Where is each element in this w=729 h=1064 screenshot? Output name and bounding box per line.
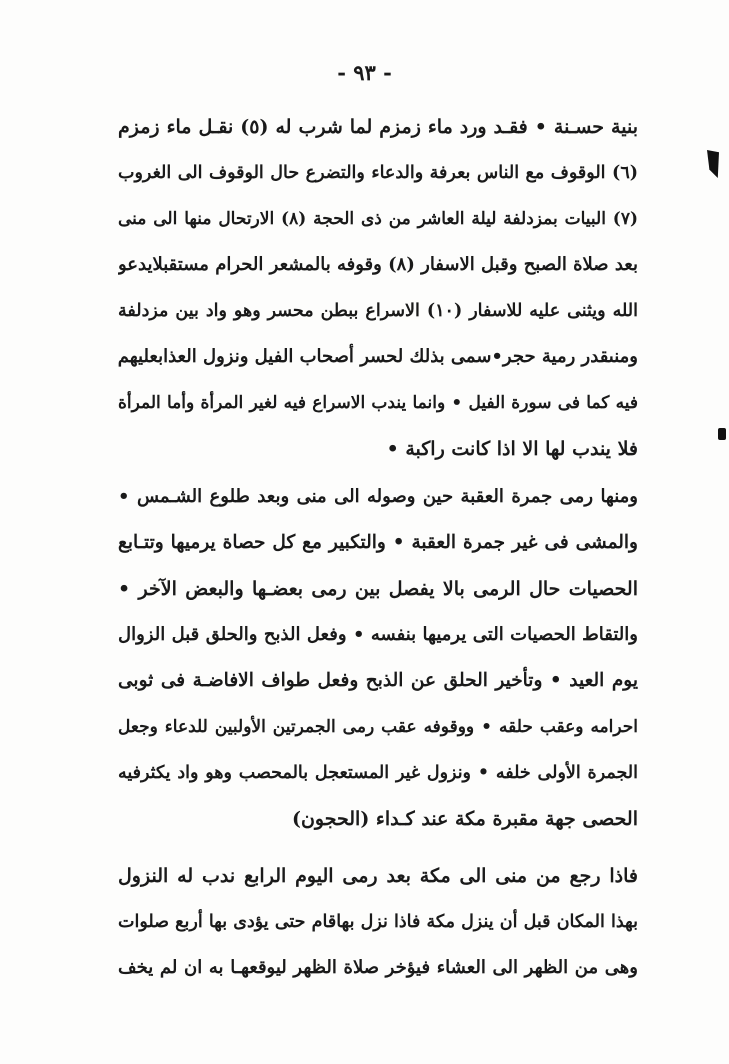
text-line: احرامه وعقب حلقه • ووقوفه عقب رمى الجمرتين الأولبين للدعاء وجعل xyxy=(118,717,638,737)
text-line: فلا يندب لها الا اذا كانت راكبة • xyxy=(386,438,638,460)
text-line: والمشى فى غير جمرة العقبة • والتكبير مع كل حصاة يرميها وتتـابع xyxy=(118,532,638,553)
text-line: الحصى جهة مقبرة مكة عند كـداء (الحجون) xyxy=(291,808,638,830)
text-line: الله ويثنى عليه للاسفار (١٠) الاسراع ببطن محسر وهو واد بين مزدلفة xyxy=(118,301,638,321)
paragraph-1 xyxy=(118,104,638,472)
margin-mark xyxy=(718,428,726,440)
text-line: بعد صلاة الصبح وقبل الاسفار (٨) وقوفه بالمشعر الحرام مستقبلايدعو xyxy=(118,254,638,275)
paragraph-3 xyxy=(118,853,638,991)
paragraph-2 xyxy=(118,474,638,842)
text-line: يوم العيد • وتأخير الحلق عن الذبح وفعل طواف الافاضـة فى ثوبى xyxy=(118,670,638,691)
page-number: - ٩٣ - xyxy=(337,60,392,85)
text-line: (٧) البيات بمزدلفة ليلة العاشر من ذى الحجة (٨) الارتحال منها الى منى xyxy=(118,209,638,229)
margin-mark xyxy=(707,150,719,178)
text-line: الجمرة الأولى خلفه • ونزول غير المستعجل بالمحصب وهو واد يكثرفيه xyxy=(118,763,638,783)
text-line: وهى من الظهر الى العشاء فيؤخر صلاة الظهر ليوقعهـا به ان لم يخف xyxy=(118,957,638,978)
text-line: ومنها رمى جمرة العقبة حين وصوله الى منى وبعد طلوع الشـمس • xyxy=(118,486,638,507)
text-line: ومنىقدر رمية حجر•سمى بذلك لحسر أصحاب الفيل ونزول العذابعليهم xyxy=(118,346,638,367)
text-line: (٦) الوقوف مع الناس بعرفة والدعاء والتضرع حال الوقوف الى الغروب xyxy=(118,163,638,183)
text-line: فاذا رجع من منى الى مكة بعد رمى اليوم الرابع ندب له النزول xyxy=(118,865,638,887)
text-line: والتقاط الحصيات التى يرميها بنفسه • وفعل الذبح والحلق قبل الزوال xyxy=(118,624,638,645)
text-line: فيه كما فى سورة الفيل • وانما يندب الاسراع فيه لغير المرأة وأما المرأة xyxy=(118,393,638,413)
text-line: بنية حسـنة • فقـد ورد ماء زمزم لما شرب له (٥) نقـل ماء زمزم xyxy=(118,116,638,138)
text-line: الحصيات حال الرمى بالا يفصل بين رمى بعضـها والبعض الآخر • xyxy=(118,578,638,600)
text-line: بهذا المكان قبل أن ينزل مكة فاذا نزل بهاقام حتى يؤدى بها أربع صلوات xyxy=(118,912,638,932)
